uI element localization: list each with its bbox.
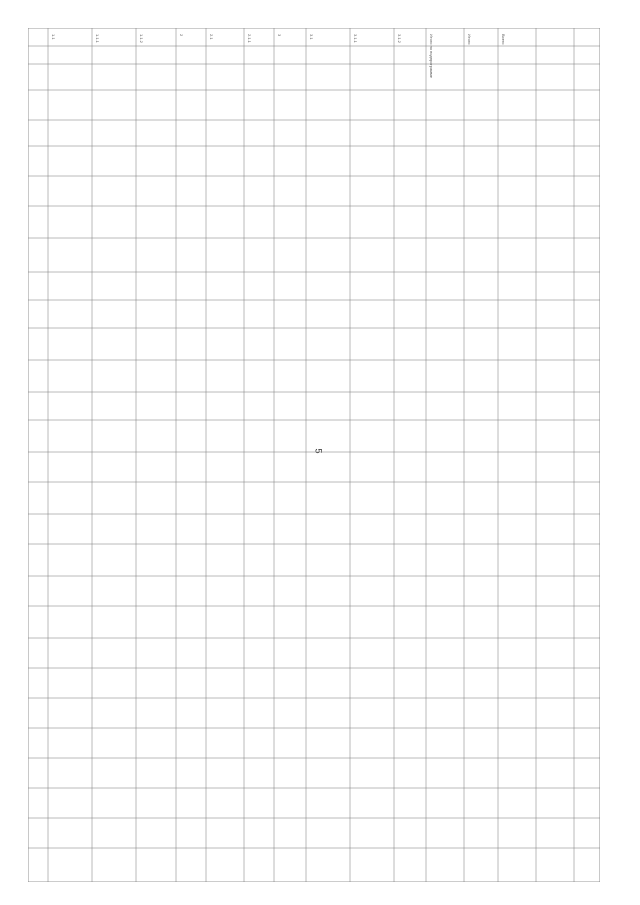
table-grid xyxy=(28,28,600,882)
row-label: Итого xyxy=(467,34,472,45)
page-number: 5 xyxy=(313,448,324,454)
rotated-table xyxy=(28,28,600,882)
row-label: 3 xyxy=(277,34,282,37)
row-label: 2.1 xyxy=(209,34,214,40)
row-label: 1.1.1 xyxy=(95,34,100,43)
row-label: Итого по подпрограмме xyxy=(429,34,434,78)
row-label: 3.1.1 xyxy=(353,34,358,43)
row-label: 3.1.2 xyxy=(397,34,402,43)
row-label: 2.1.1 xyxy=(247,34,252,43)
row-label: 1.1 xyxy=(51,34,56,40)
row-label: 2 xyxy=(179,34,184,37)
row-label: Всего xyxy=(501,34,506,45)
row-label: 3.1 xyxy=(309,34,314,40)
row-label: 1.1.2 xyxy=(139,34,144,43)
